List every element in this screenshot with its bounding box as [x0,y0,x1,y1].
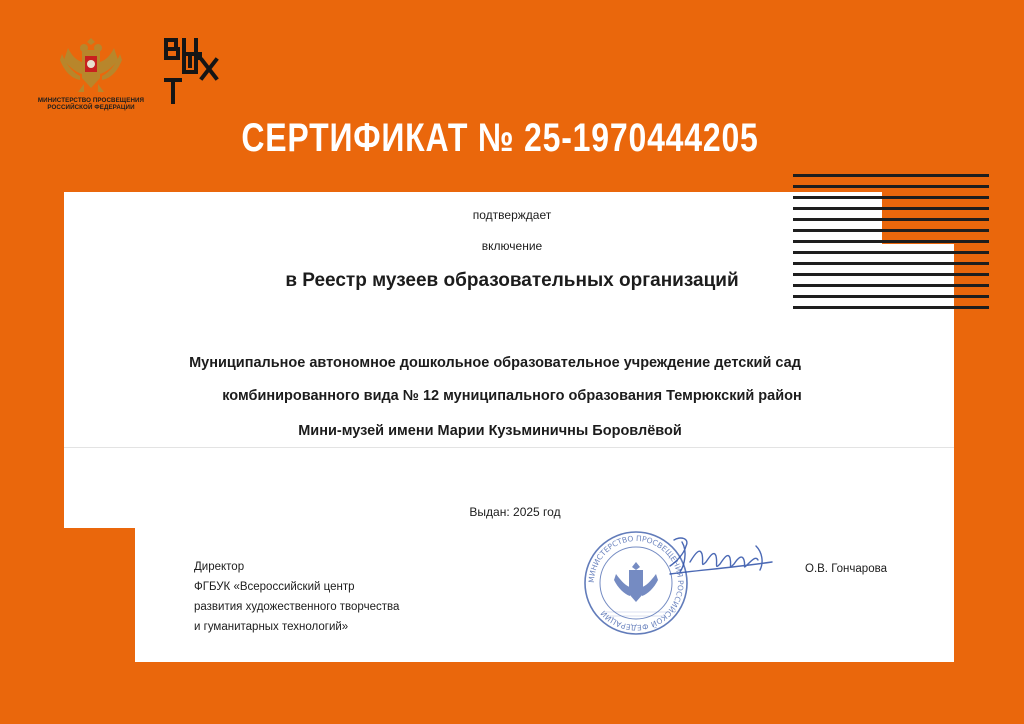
registry-text: в Реестр музеев образовательных организаций [285,270,739,291]
organization-line-1: Муниципальное автономное дошкольное образовательное учреждение детский сад [189,355,801,371]
issued-text: Выдан: 2025 год [469,505,561,519]
signer-position-line-2: ФГБУК «Всероссийский центр [194,581,355,593]
signer-name: О.В. Гончарова [805,563,887,575]
ministry-name-line-2: РОССИЙСКОЙ ФЕДЕРАЦИИ [47,104,135,111]
confirms-text: подтверждает [472,208,552,222]
divider-line [64,447,954,448]
signer-position-line-1: Директор [194,561,245,573]
signature [660,532,780,580]
svg-text:МИНИСТЕРСТВО ПРОСВЕЩЕНИЯ РОССИ: МИНИСТЕРСТВО ПРОСВЕЩЕНИЯ РОССИЙСКОЙ ФЕДЕРАЦИИ [586,533,686,633]
signer-position-line-4: и гуманитарных технологий» [194,621,349,633]
vcht-logo [162,36,222,106]
museum-name: Мини-музей имени Марии Кузьминичны Боровлёвой [298,423,682,439]
inclusion-text: включение [481,239,543,253]
certificate-title: СЕРТИФИКАТ № 25-1970444205 [241,116,759,160]
signer-position-line-3: развития художественного творчества [194,601,400,613]
ministry-name-line-1: МИНИСТЕРСТВО ПРОСВЕЩЕНИЯ [37,97,145,104]
coat-of-arms-icon [58,34,124,96]
organization-line-2: комбинированного вида № 12 муниципального образования Темрюкский район [222,388,802,404]
